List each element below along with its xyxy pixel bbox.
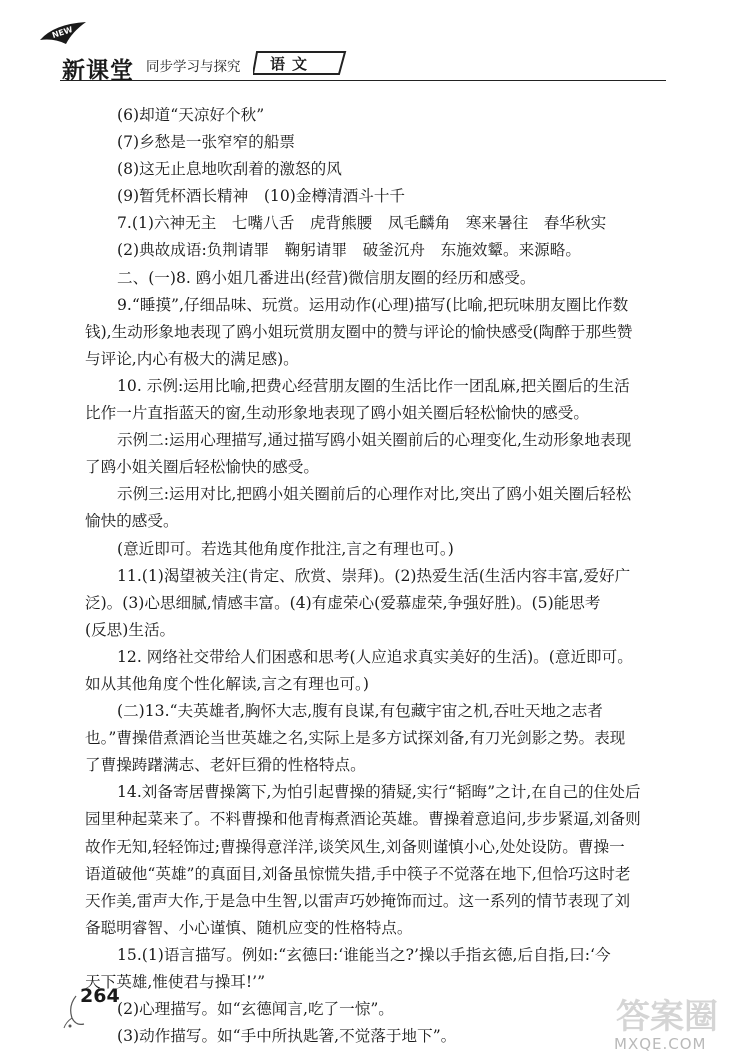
page-header: [0, 0, 750, 100]
text-line: 7.(1)六神无主 七嘴八舌 虎背熊腰 凤毛麟角 寒来暑往 春华秋实: [117, 214, 607, 233]
text-line: 9.“睡摸”,仔细品味、玩赏。运用动作(心理)描写(比喻,把玩味朋友圈比作数: [117, 295, 629, 314]
text-line: (3)动作描写。如“手中所执匙箸,不觉落于地下”。: [117, 1027, 457, 1046]
watermark-url: MXQE.COM: [614, 1035, 707, 1053]
text-line: 泛)。(3)心思细腻,情感丰富。(4)有虚荣心(爱慕虚荣,争强好胜)。(5)能思考: [85, 593, 601, 612]
new-badge-text: NEW: [50, 24, 74, 40]
text-line: (9)暂凭杯酒长精神 (10)金樽清酒斗十千: [117, 187, 406, 206]
text-line: 了鸥小姐关圈后轻松愉快的感受。: [85, 458, 319, 477]
text-line: 也。”曹操借煮酒论当世英雄之名,实际上是多方试探刘备,有刀光剑影之势。表现: [85, 729, 626, 748]
text-line: (反思)生活。: [85, 620, 176, 639]
text-line: (2)心理描写。如“玄德闻言,吃了一惊”。: [117, 1000, 394, 1019]
text-line: 愉快的感受。: [85, 512, 179, 531]
answer-content: [85, 102, 700, 1050]
text-line: 与评论,内心有极大的满足感)。: [85, 349, 299, 368]
text-line: 天作美,雷声大作,于是急中生智,以雷声巧妙掩饰而过。这一系列的情节表现了刘: [85, 891, 631, 910]
watermark-text: 答案圈: [616, 997, 718, 1037]
text-line: 故作无知,轻轻饰过;曹操得意洋洋,谈笑风生,刘备则谨慎小心,处处设防。曹操一: [85, 837, 625, 856]
text-line: 园里种起菜来了。不料曹操和他青梅煮酒论英雄。曹操着意追问,步步紧逼,刘备则: [85, 810, 641, 829]
text-line: 示例三:运用对比,把鸥小姐关圈前后的心理作对比,突出了鸥小姐关圈后轻松: [117, 485, 632, 504]
brand-title: 新课堂: [62, 58, 134, 84]
text-line: 备聪明睿智、小心谨慎、随机应变的性格特点。: [85, 918, 413, 937]
subject-label: 语文: [270, 55, 315, 73]
text-line: (6)却道“天凉好个秋”: [117, 106, 265, 124]
text-line: (二)13.“夫英雄者,胸怀大志,腹有良谋,有包藏宇宙之机,吞吐天地之志者: [117, 702, 603, 721]
text-line: (2)典故成语:负荆请罪 鞠躬请罪 破釜沉舟 东施效颦。来源略。: [117, 241, 581, 260]
text-line: (意近即可。若选其他角度作批注,言之有理也可。): [117, 539, 454, 558]
text-line: 二、(一)8. 鸥小姐几番进出(经营)微信朋友圈的经历和感受。: [117, 268, 536, 287]
text-line: 14.刘备寄居曹操篱下,为怕引起曹操的猜疑,实行“韬晦”之计,在自己的住处后: [117, 783, 641, 802]
text-line: 示例二:运用心理描写,通过描写鸥小姐关圈前后的心理变化,生动形象地表现: [117, 431, 632, 450]
text-line: 12. 网络社交带给人们困惑和思考(人应追求真实美好的生活)。(意近即可。: [117, 647, 633, 666]
text-line: 如从其他角度个性化解读,言之有理也可。): [85, 674, 369, 693]
header-divider: [60, 80, 666, 81]
text-line: 11.(1)渴望被关注(肯定、欣赏、崇拜)。(2)热爱生活(生活内容丰富,爱好广: [117, 566, 631, 585]
text-line: 钱),生动形象地表现了鸥小姐玩赏朋友圈中的赞与评论的愉快感受(陶醉于那些赞: [85, 322, 633, 341]
text-line: (8)这无止息地吹刮着的激怒的风: [117, 160, 342, 179]
series-subtitle: 同步学习与探究: [146, 59, 241, 75]
text-line: (7)乡愁是一张窄窄的船票: [117, 133, 296, 152]
text-line: 10. 示例:运用比喻,把费心经营朋友圈的生活比作一团乱麻,把关圈后的生活: [117, 376, 630, 395]
text-line: 比作一片直指蓝天的窗,生动形象地表现了鸥小姐关圈后轻松愉快的感受。: [85, 404, 589, 423]
text-line: 语道破他“英雄”的真面目,刘备虽惊慌失措,手中筷子不觉落在地下,但恰巧这时老: [85, 864, 631, 883]
text-line: 了曹操踌躇满志、老奸巨猾的性格特点。: [85, 756, 366, 775]
text-line: 15.(1)语言描写。例如:“玄德曰:‘谁能当之?’操以手指玄德,后自指,曰:‘今: [117, 945, 611, 964]
text-line: 天下英雄,惟使君与操耳!’”: [85, 973, 266, 991]
new-badge-logo: [36, 18, 90, 48]
page-number: 264: [80, 985, 120, 1007]
